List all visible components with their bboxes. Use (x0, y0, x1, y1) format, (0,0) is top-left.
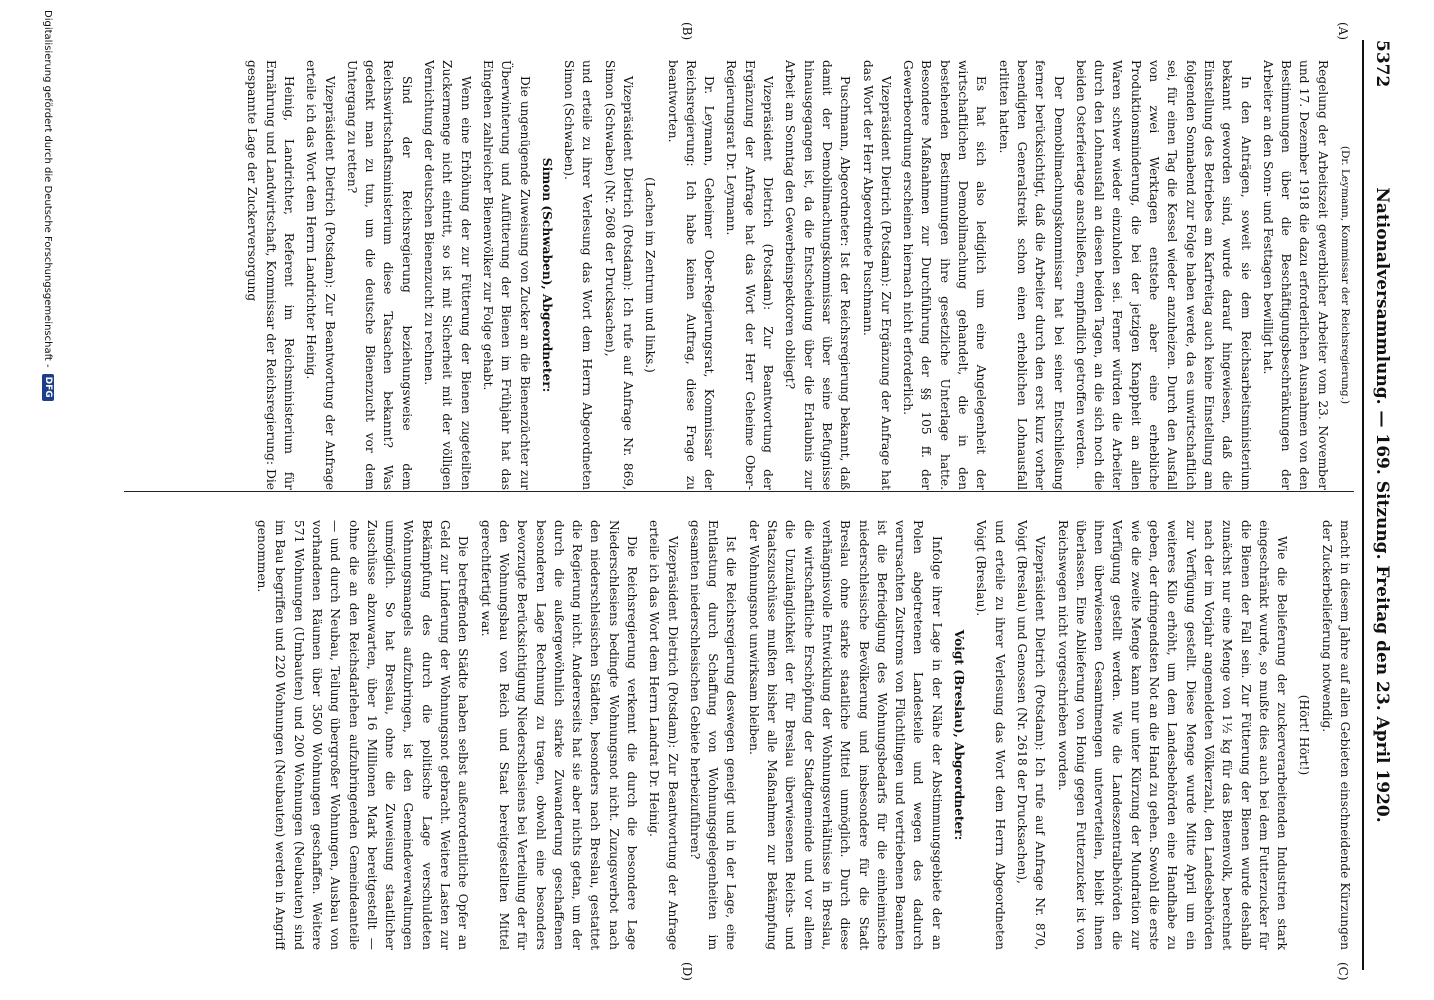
left-column (114, 60, 1354, 490)
margin-marker-b: (B) (680, 22, 694, 41)
paragraph: Wie die Belieferung der zuckerverarbeitenden Industrien stark eingeschränkt wurde, so mußte dies auch bei dem Futterzucker für die Bienen der Fall sein. Zur Fütterung der Bienen wurde deshalb zunächst nur eine Menge von 1½ kg für das Bienenvolk, berechnet nach der im Vorjahr angemeldeten Völkerzahl, den Landesbehörden zur Verfügung gestellt. Diese Menge wurde Mitte April um ein weiteres Kilo erhöht, um dem Landesbehörden eine Handhabe zu geben, der dringendsten Not an die Hand zu gehen. Sowohl die erste wie die zweite Menge kann nur unter Kürzung der Mundration zur Verfügung gestellt werden. Wie die Landeszentralbehörden die ihnen überwiesenen Gesamtmengen unterverteilen, bleibt ihnen überlassen. Eine Ablieferung von Honig gegen Futterzucker ist von Reichswegen nicht vorgeschrieben worden. (1055, 520, 1290, 950)
paragraph: Sind der Reichsregierung beziehungsweise dem Reichswirtschaftsministerium diese Tatsachen bekannt? Was gedenkt man zu tun, um die deutsche Bienenzucht vor dem Untergang zu retten? (344, 60, 414, 490)
speaker-line: (Dr. Leymann, Kommissar der Reichsregierung.) (1339, 145, 1351, 405)
speaker-heading: Simon (Schwaben), Abgeordneter: (539, 157, 554, 393)
paragraph: Die Reichsregierung verkennt die durch die besondere Lage Niederschlesiens bedingte Wohnungsnot nicht. Zuzugsverbot nach den niederschlesischen Städten, besonders nach Breslau, gestattet die Regierung nicht. Andererseits hat sie aber nichts getan, um der durch die außergewöhnlich starke Zuwanderung geschaffenen besonderen Lage Rechnung zu tragen, obwohl eine besonders bevorzugte Berücksichtigung Niederschlesiens bei Verteilung der für den Wohnungsbau von Reich und Staat bereitgestellten Mittel gerechtfertigt war. (478, 520, 640, 950)
paragraph: Vizepräsident Dietrich (Potsdam): Zur Ergänzung der Anfrage hat das Wort der Herr Abgeordnete Puschmann. (860, 60, 893, 490)
paragraph: Vizepräsident Dietrich (Potsdam): Ich rufe auf Anfrage Nr. 870, Voigt (Breslau) und Genossen (Nr. 2618 der Drucksachen), (1014, 520, 1048, 950)
paragraph: macht in diesem Jahre auf allen Gebieten einschneidende Kürzungen der Zuckerbelieferung notwendig. (1319, 520, 1352, 950)
interjection: (Lachen im Zentrum und links.) (643, 177, 658, 373)
paragraph: und erteile zu ihrer Verlesung das Wort dem Herrn Abgeordneten Simon (Schwaben). (562, 60, 595, 490)
paragraph: Die ungenügende Zuweisung von Zucker an die Bienenzüchter zur Überwinterung und Aufütterung der Bienen im Frühjahr hat das Eingehen zahlreicher Bienenvölker zur Folge gehabt. (480, 60, 532, 490)
page-header (1362, 40, 1392, 970)
paragraph: Infolge ihrer Lage in der Nähe der Abstimmungsgebiete der an Polen abgetretenen Landesteile und wegen des dadurch verursachten Zustroms von Flüchtlingen und vertriebenen Beamten ist die Befriedigung des Wohnungsbedarfs für die einheimische niederschlesische Bevölkerung und insbesondere für die Stadt Breslau ohne starke staatliche Mittel unmöglich. Durch diese verhängnisvolle Entwicklung der Wohnungsverhältnisse in Breslau, die wirtschaftliche Erschöpfung der Stadtgemeinde und vor allem die Unzulänglichkeit der für Breslau überwiesenen Reichs- und Staatszuschüsse mußten bisher alle Maßnahmen zur Bekämpfung der Wohnungsnot unwirksam bleiben. (746, 520, 944, 950)
paragraph: Es hat sich also lediglich um eine Angelegenheit der wirtschaftlichen Demobilmachung gehandelt, die in den bestehenden Bestimmungen ihre gesetzliche Unterlage hatte. Besondere Maßnahmen zur Durchführung der §§ 105 ff. der Gewerbeordnung erscheinen hiernach nicht erforderlich. (901, 60, 989, 490)
paragraph: Vizepräsident Dietrich (Potsdam): Zur Beantwortung der Anfrage erteile ich das Wort dem Herrn Landrichter Heinig. (304, 60, 337, 490)
paragraph: Wenn eine Erhöhung der zur Fütterung der Bienen zugeteilten Zuckermenge nicht eintritt, so ist mit Sicherheit mit der völligen Vernichtung der deutschen Bienenzucht zu rechnen. (422, 60, 473, 490)
paragraph: Ist die Reichsregierung deswegen geneigt und in der Lage, eine Entlastung durch Schaffung von Wohnungsgelegenheiten im gesamten niederschlesischen Gebiete herbeizuführen? (687, 520, 739, 950)
speaker-heading: Voigt (Breslau), Abgeordneter: (952, 629, 967, 841)
paragraph: Vizepräsident Dietrich (Potsdam): Zur Beantwortung der Anfrage erteile ich das Wort dem Herrn Landrat Dr. Heinig. (647, 520, 680, 950)
right-column (114, 520, 1354, 950)
paragraph: In den Anträgen, soweit sie dem Reichsarbeitsministerium bekannt geworden sind, wurde darauf hingewiesen, daß die Einstellung des Betriebes am Karfreitag auch keine Einstellung am folgenden Sonnabend zur Folge haben werde, da es unwirtschaftlich sei, für einen Tag die Kessel wieder anzuheizen. Durch den Ausfall von zwei Werktagen entstehe aber eine erhebliche Produktionsminderung, die bei der jetzigen Knappheit an allen Waren schwer wieder einzuholen sei. Ferner würden die Arbeiter durch den Lohnausfall an diesen beiden Tagen, an die sich noch die beiden Osterfeiertage anschließen, empfindlich getroffen werden. (1073, 60, 1253, 490)
paragraph: Der Demobilmachungskommissar hat bei seiner Entschließung ferner berücksichtigt, daß die Arbeiter durch den erst kurz vorher beendigten Generalstreik schon einen erheblichen Lohnausfall erlitten hatten. (996, 60, 1066, 490)
paragraph: Dr. Leymann, Geheimer Ober-Regierungsrat, Kommissar der Reichsregierung: Ich habe keinen Auftrag, diese Frage zu beantworten. (665, 60, 717, 490)
paragraph: Die betreffenden Städte haben selbst außerordentliche Opfer an Geld zur Linderung der Wohnungsnot gebracht. Weitere Lasten zur Bekämpfung des durch die politische Lage verschuldeten Wohnungsmangels aufzubringen, ist den Gemeindeverwaltungen unmöglich. So hat Breslau, ohne die Zuweisung staatlicher Zuschüsse abzuwarten, über 16 Millionen Mark bereitgestellt — ohne die an den Reichsdarlehen aufzubringenden Gemeindeanteile — und durch Neubau, Teilung übergroßer Wohnungen, Ausbau von vorhandenen Räumen über 3500 Wohnungen geschaffen. Weitere 571 Wohnungen (Umbauten) und 200 Wohnungen (Neubauten) sind im Bau begriffen und 220 Wohnungen (Neubauten) werden in Angriff genommen. (255, 520, 471, 950)
margin-marker-c: (C) (1336, 962, 1350, 981)
column-divider (124, 491, 1354, 492)
paragraph: und erteile zu ihrer Verlesung das Wort dem Herrn Abgeordneten Voigt (Breslau). (974, 520, 1007, 950)
digitization-footer (42, 10, 54, 990)
paragraph: Vizepräsident Dietrich (Potsdam): Zur Beantwortung der Ergänzung der Anfrage hat das Wort der Herr Geheime Ober-Regierungsrat Dr. Leymann. (724, 60, 776, 490)
paragraph: Vizepräsident Dietrich (Potsdam): Ich rufe auf Anfrage Nr. 869, Simon (Schwaben) (Nr. 2608 der Drucksachen), (602, 60, 636, 490)
paragraph: Heinig, Landrichter, Referent im Reichsministerium für Ernährung und Landwirtschaft, Kommissar der Reichsregierung: Die gespannte Lage der Zuckerversorgung (245, 60, 296, 490)
paragraph: Puschmann, Abgeordneter: Ist der Reichsregierung bekannt, daß damit der Demobilmachungskommissar über seine Befugnisse hinausgegangen ist, da die Entscheidung über die Erlaubnis zur Arbeit am Sonntag den Gewerbeinspektoren obliegt? (783, 60, 853, 490)
header-rule (1362, 40, 1364, 970)
margin-marker-a: (A) (1336, 22, 1350, 41)
interjection: (Hört! Hört!) (1297, 694, 1312, 776)
dfg-logo: DFG (42, 374, 54, 401)
margin-marker-d: (D) (680, 962, 694, 981)
page-title: Nationalversammlung. — 169. Sitzung. Freitag den 23. April 1920. (1372, 187, 1392, 823)
page-number: 5372 (1372, 40, 1392, 88)
footer-text: Digitalisierung gefördert durch die Deutsche Forschungsgemeinschaft - (42, 10, 54, 368)
paragraph: Regelung der Arbeitszeit gewerblicher Arbeiter vom 23. November und 17. Dezember 1918 die dazu erforderlichen Ausnahmen von den Bestimmungen über die Beschäftigungsbeschränkungen der Arbeiter an den Sonn- und Festtagen bewilligt hat. (1260, 60, 1330, 490)
